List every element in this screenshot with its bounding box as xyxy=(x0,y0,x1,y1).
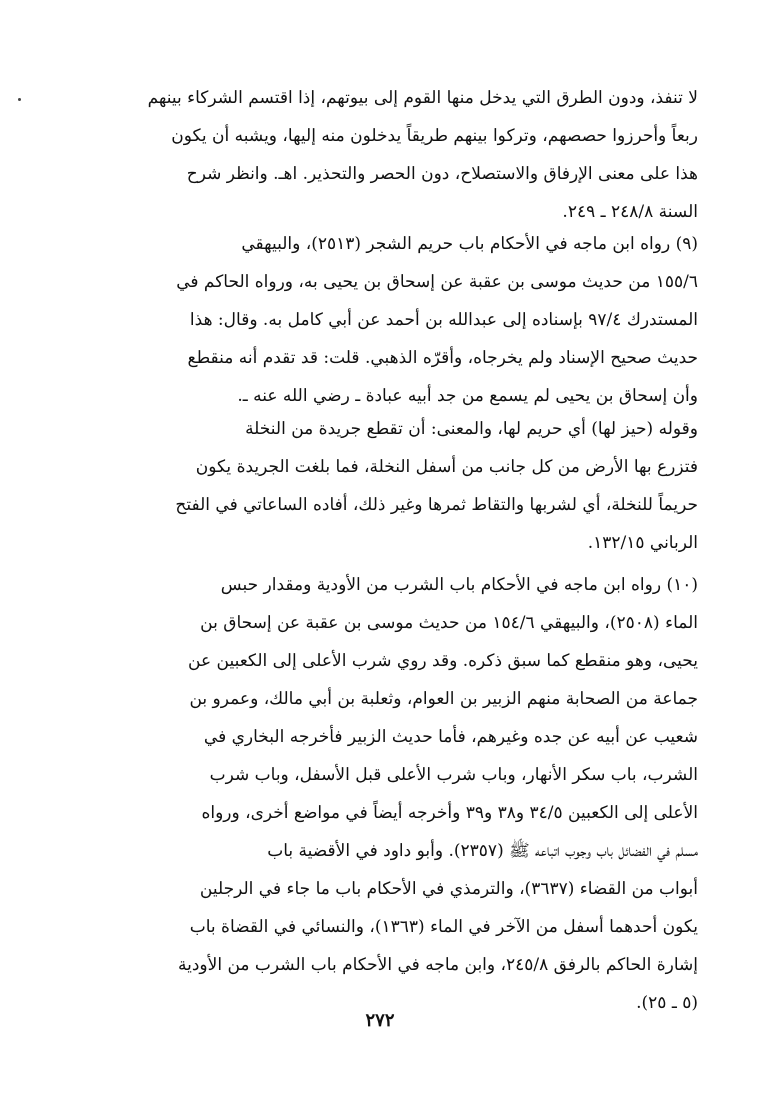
paragraph-continuation xyxy=(82,79,698,231)
text-line: جماعة من الصحابة منهم الزبير بن العوام، وثعلبة بن أبي مالك، وعمرو بن xyxy=(189,689,698,709)
paragraph-hayz xyxy=(82,410,698,562)
scan-speck xyxy=(18,98,21,101)
text-line: أبواب من القضاء (٣٦٣٧)، والترمذي في الأحكام باب ما جاء في الرجلين xyxy=(199,879,698,899)
text-line: هذا على معنى الإرفاق والاستصلاح، دون الحصر والتحذير. اهـ. وانظر شرح xyxy=(186,164,698,184)
text-line: الشرب، باب سكر الأنهار، وباب شرب الأعلى قبل الأسفل، وباب شرب xyxy=(209,765,698,785)
footnote-9 xyxy=(82,225,698,415)
text-line: (١٠) رواه ابن ماجه في الأحكام باب الشرب من الأودية ومقدار حبس xyxy=(220,575,698,595)
text-line: فتزرع بها الأرض من كل جانب من أسفل النخلة، فما بلغت الجريدة يكون xyxy=(195,457,698,477)
text-line: يحيى، وهو منقطع كما سبق ذكره. وقد روي شرب الأعلى إلى الكعبين عن xyxy=(188,651,698,671)
page-number: ٢٧٢ xyxy=(365,1010,395,1031)
text-line: شعيب عن أبيه عن جده وغيرهم، فأما حديث الزبير فأخرجه البخاري في xyxy=(203,727,698,747)
text-line: مسلم في الفضائل باب وجوب اتباعه ﷺ (٢٣٥٧). وأبو داود في الأقضية باب xyxy=(267,841,698,861)
footnote-10 xyxy=(82,566,698,1022)
text-line: حديث صحيح الإسناد ولم يخرجاه، وأقرّه الذهبي. قلت: قد تقدم أنه منقطع xyxy=(187,348,698,368)
text-line: الماء (٢٥٠٨)، والبيهقي ١٥٤/٦ من حديث موسى بن عقبة عن إسحاق بن xyxy=(200,613,698,633)
text-line: وأن إسحاق بن يحيى لم يسمع من جد أبيه عبادة ـ رضي الله عنه ـ. xyxy=(237,386,698,406)
text-line: ربعاً وأحرزوا حصصهم، وتركوا بينهم طريقاً يدخلون منه إليها، ويشبه أن يكون xyxy=(171,126,698,146)
text-line: الرباني ١٣٢/١٥. xyxy=(587,533,698,553)
text-line: ١٥٥/٦ من حديث موسى بن عقبة عن إسحاق بن يحيى به، ورواه الحاكم في xyxy=(176,272,698,292)
text-line: الأعلى إلى الكعبين ٣٤/٥ و٣٨ و٣٩ وأخرجه أيضاً في مواضع أخرى، ورواه xyxy=(201,803,698,823)
text-line: وقوله (حيز لها) أي حريم لها، والمعنى: أن تقطع جريدة من النخلة xyxy=(245,419,698,439)
text-line: (٥ ـ ٢٥). xyxy=(636,993,698,1013)
text-line: السنة ٢٤٨/٨ ـ ٢٤٩. xyxy=(562,202,698,222)
text-line: حريماً للنخلة، أي لشربها والتقاط ثمرها وغير ذلك، أفاده الساعاتي في الفتح xyxy=(175,495,698,515)
text-line: (٩) رواه ابن ماجه في الأحكام باب حريم الشجر (٢٥١٣)، والبيهقي xyxy=(241,234,698,254)
text-line: يكون أحدهما أسفل من الآخر في الماء (١٣٦٣)، والنسائي في القضاة باب xyxy=(189,917,698,937)
text-line: لا تنفذ، ودون الطرق التي يدخل منها القوم إلى بيوتهم، إذا اقتسم الشركاء بينهم xyxy=(147,88,698,108)
text-line: المستدرك ٩٧/٤ بإسناده إلى عبدالله بن أحمد عن أبي كامل به. وقال: هذا xyxy=(189,310,698,330)
text-line: إشارة الحاكم بالرفق ٢٤٥/٨، وابن ماجه في الأحكام باب الشرب من الأودية xyxy=(178,955,698,975)
